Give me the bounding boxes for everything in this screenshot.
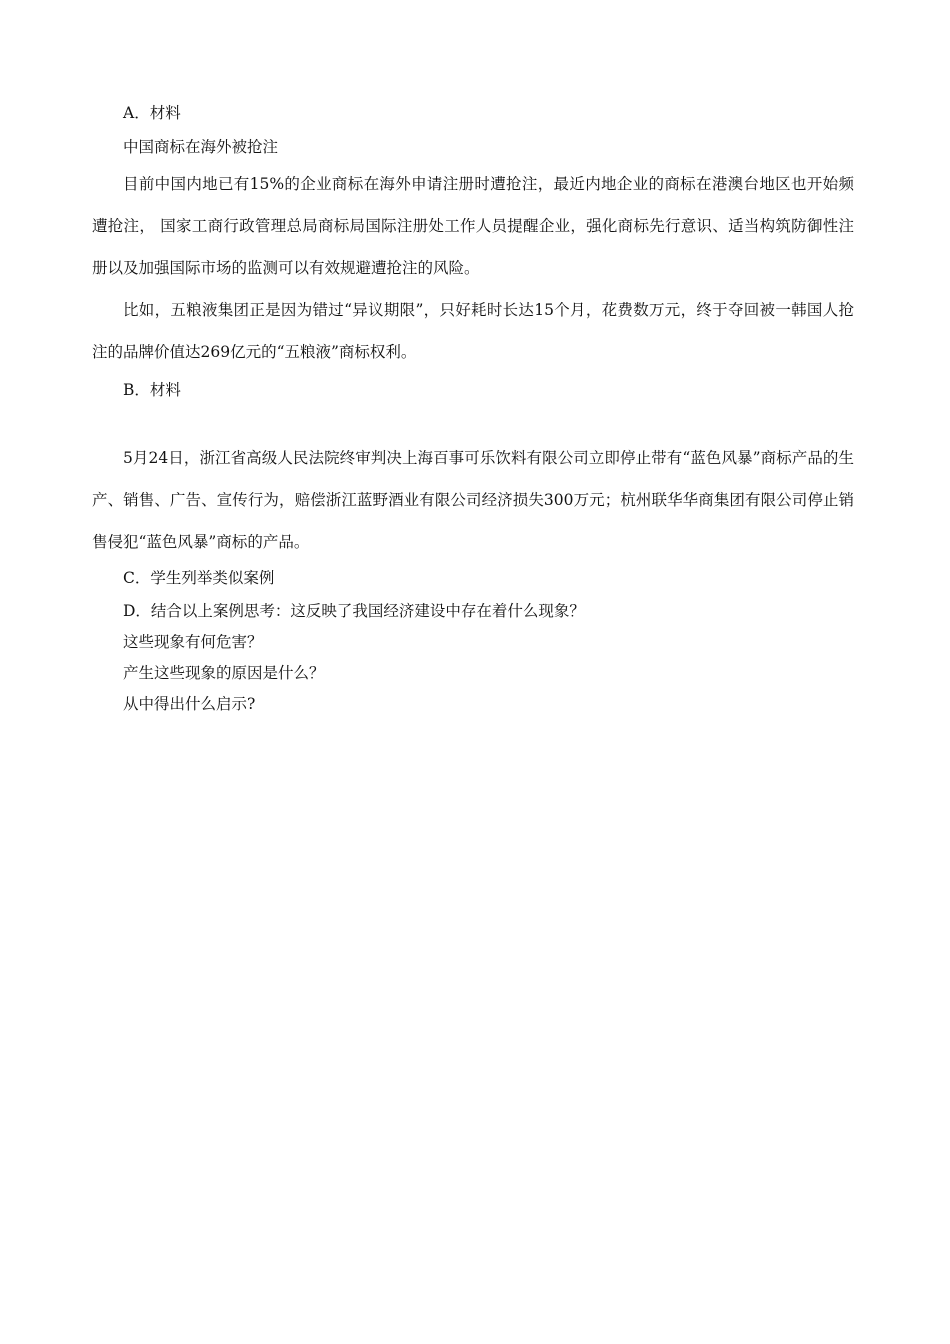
question-insight: 从中得出什么启示? xyxy=(123,695,256,713)
document-body xyxy=(92,98,854,720)
section-d-question: D．结合以上案例思考：这反映了我国经济建设中存在着什么现象？ xyxy=(123,602,585,620)
section-b-heading: B．材料 xyxy=(123,381,181,399)
question-cause: 产生这些现象的原因是什么？ xyxy=(123,664,325,682)
material-b-paragraph: 5月24日，浙江省高级人民法院终审判决上海百事可乐饮料有限公司立即停止带有“蓝色风暴”商标产品的生产、销售、广告、宣传行为，赔偿浙江蓝野酒业有限公司经济损失300万元；杭州联华华商集团有限公司停止销售侵犯“蓝色风暴”商标的产品。 xyxy=(92,449,854,551)
material-a-paragraph-1: 目前中国内地已有15%的企业商标在海外申请注册时遭抢注，最近内地企业的商标在港澳台地区也开始频遭抢注， 国家工商行政管理总局商标局国际注册处工作人员提醒企业，强化商标先行意识、适当构筑防御性注册以及加强国际市场的监测可以有效规避遭抢注的风险。 xyxy=(92,175,854,277)
question-harm: 这些现象有何危害？ xyxy=(123,633,263,651)
material-a-title: 中国商标在海外被抢注 xyxy=(123,138,279,156)
section-c-heading: C．学生列举类似案例 xyxy=(123,569,275,587)
material-a-paragraph-2: 比如，五粮液集团正是因为错过“异议期限”，只好耗时长达15个月，花费数万元，终于夺回被一韩国人抢注的品牌价值达269亿元的“五粮液”商标权利。 xyxy=(92,301,854,361)
section-a-heading: A．材料 xyxy=(123,104,181,122)
